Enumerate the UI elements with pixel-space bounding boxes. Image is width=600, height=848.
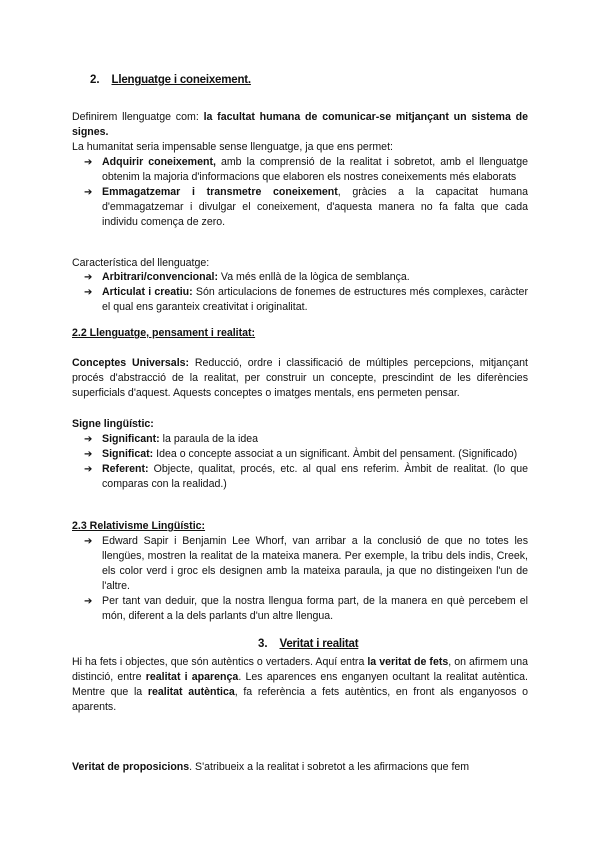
section-3-heading [258,637,458,652]
section-23-title: 2.3 Relativisme Lingüístic: [72,520,206,532]
list-item [72,447,528,462]
definition-prefix: Definirem llenguatge com: [72,111,204,123]
signe-3-bold: Referent: [102,463,149,475]
char-1-text: Va més enllà de la lògica de semblança. [217,271,410,283]
arrow-icon: ➔ [84,157,93,168]
arrow-icon: ➔ [84,187,93,198]
propositions-bold: Veritat de proposicions [72,761,190,773]
section-3-paragraph: Hi ha fets i objectes, que són autèntics o vertaders. Aquí entra la veritat de fets, on afirmem una distinció, entre realitat i aparença. Les aparences ens enganyen ocultant la realitat autèntica. Mentre que la realitat autèntica, fa referència a fets autèntics, en front als enganyosos o aparents. [72,656,528,713]
signe-1-bold: Significant: [102,433,160,445]
propositions-text: . S'atribueix a la realitat i sobretot a les afirmacions que fem [189,761,470,773]
relativism-2-text: Per tant van deduir, que la nostra llengua forma part, de la manera en què percebem el món, diferent a la dels parlants d'un altre llengua. [102,595,528,622]
permits-list [72,155,528,230]
char-1-bold: Arbitrari/convencional: [102,271,218,283]
permit-2-text: , gràcies a la capacitat humana d'emmagatzemar i divulgar el coneixement, d'aquesta manera no fa falta que cada individu comença de zero. [102,186,528,228]
arrow-icon: ➔ [84,272,93,283]
intro-line: La humanitat seria impensable sense llenguatge, ja que ens permet: [72,141,393,153]
definition-paragraph [72,110,528,140]
permit-2-bold: Emmagatzemar i transmetre coneixement [102,186,338,198]
universals-text: Reducció, ordre i classificació de múltiples percepcions, mitjançant procés d'abstracció de la realitat, per construir un concepte, prescindint de les diferències superficials d'aquest. Aquests conceptes o imatges mentals, ens permeten pensar. [72,357,528,399]
relativism-1-text: Edward Sapir i Benjamin Lee Whorf, van arribar a la conclusió de que no totes les llengües, mostren la realitat de la mateixa manera. Per exemple, la tribu dels indis, Creek, els color verd i groc els designen amb la mateixa paraula, ja que no distingeixen l'un de l'altre. [102,535,528,592]
signe-2-bold: Significat: [102,448,154,460]
propositions-paragraph [72,760,528,775]
signe-1-text: la paraula de la idea [159,433,259,445]
signe-title: Signe lingüístic: [72,418,154,430]
list-item [72,185,528,230]
list-item [72,594,528,624]
definition-bold: la facultat humana de comunicar-se mitjançant un sistema de signes. [72,111,528,138]
characteristics-label: Característica del llenguatge: [72,257,210,269]
section-2-heading [90,73,390,88]
list-item [72,534,528,594]
list-item [72,462,528,492]
arrow-icon: ➔ [84,434,93,445]
signe-2-text: Idea o concepte associat a un significant. Àmbit del pensament. (Significado) [153,448,518,460]
arrow-icon: ➔ [84,287,93,298]
arrow-icon: ➔ [84,596,93,607]
signe-list [72,432,528,492]
permit-1-bold: Adquirir coneixement, [102,156,216,168]
universals-paragraph [72,356,528,401]
permit-1-text: amb la comprensió de la realitat i sobretot, amb el llenguatge obtenim la majoria d'informacions que elaboren els nostres coneixements més elaborats [102,156,528,183]
list-item [72,155,528,185]
universals-bold: Conceptes Universals: [72,357,190,369]
list-item [72,432,528,447]
section-3-number: 3. [258,638,268,650]
section-22-title: 2.2 Llenguatge, pensament i realitat: [72,327,256,339]
list-item [72,285,528,315]
arrow-icon: ➔ [84,464,93,475]
signe-3-text: Objecte, qualitat, procés, etc. al qual ens referim. Àmbit de realitat. (lo que comparas con la realidad.) [102,463,528,490]
char-2-text: Són articulacions de fonemes de estructures més complexes, caràcter el qual ens garanteix creativitat i originalitat. [102,286,528,313]
section-3-title: Veritat i realitat [279,638,359,650]
characteristics-list [72,270,528,315]
arrow-icon: ➔ [84,536,93,547]
list-item [72,270,528,285]
arrow-icon: ➔ [84,449,93,460]
section-2-number: 2. [90,74,100,86]
char-2-bold: Articulat i creatiu: [102,286,193,298]
relativism-list [72,534,528,624]
section-2-title: Llenguatge i coneixement. [111,74,251,86]
